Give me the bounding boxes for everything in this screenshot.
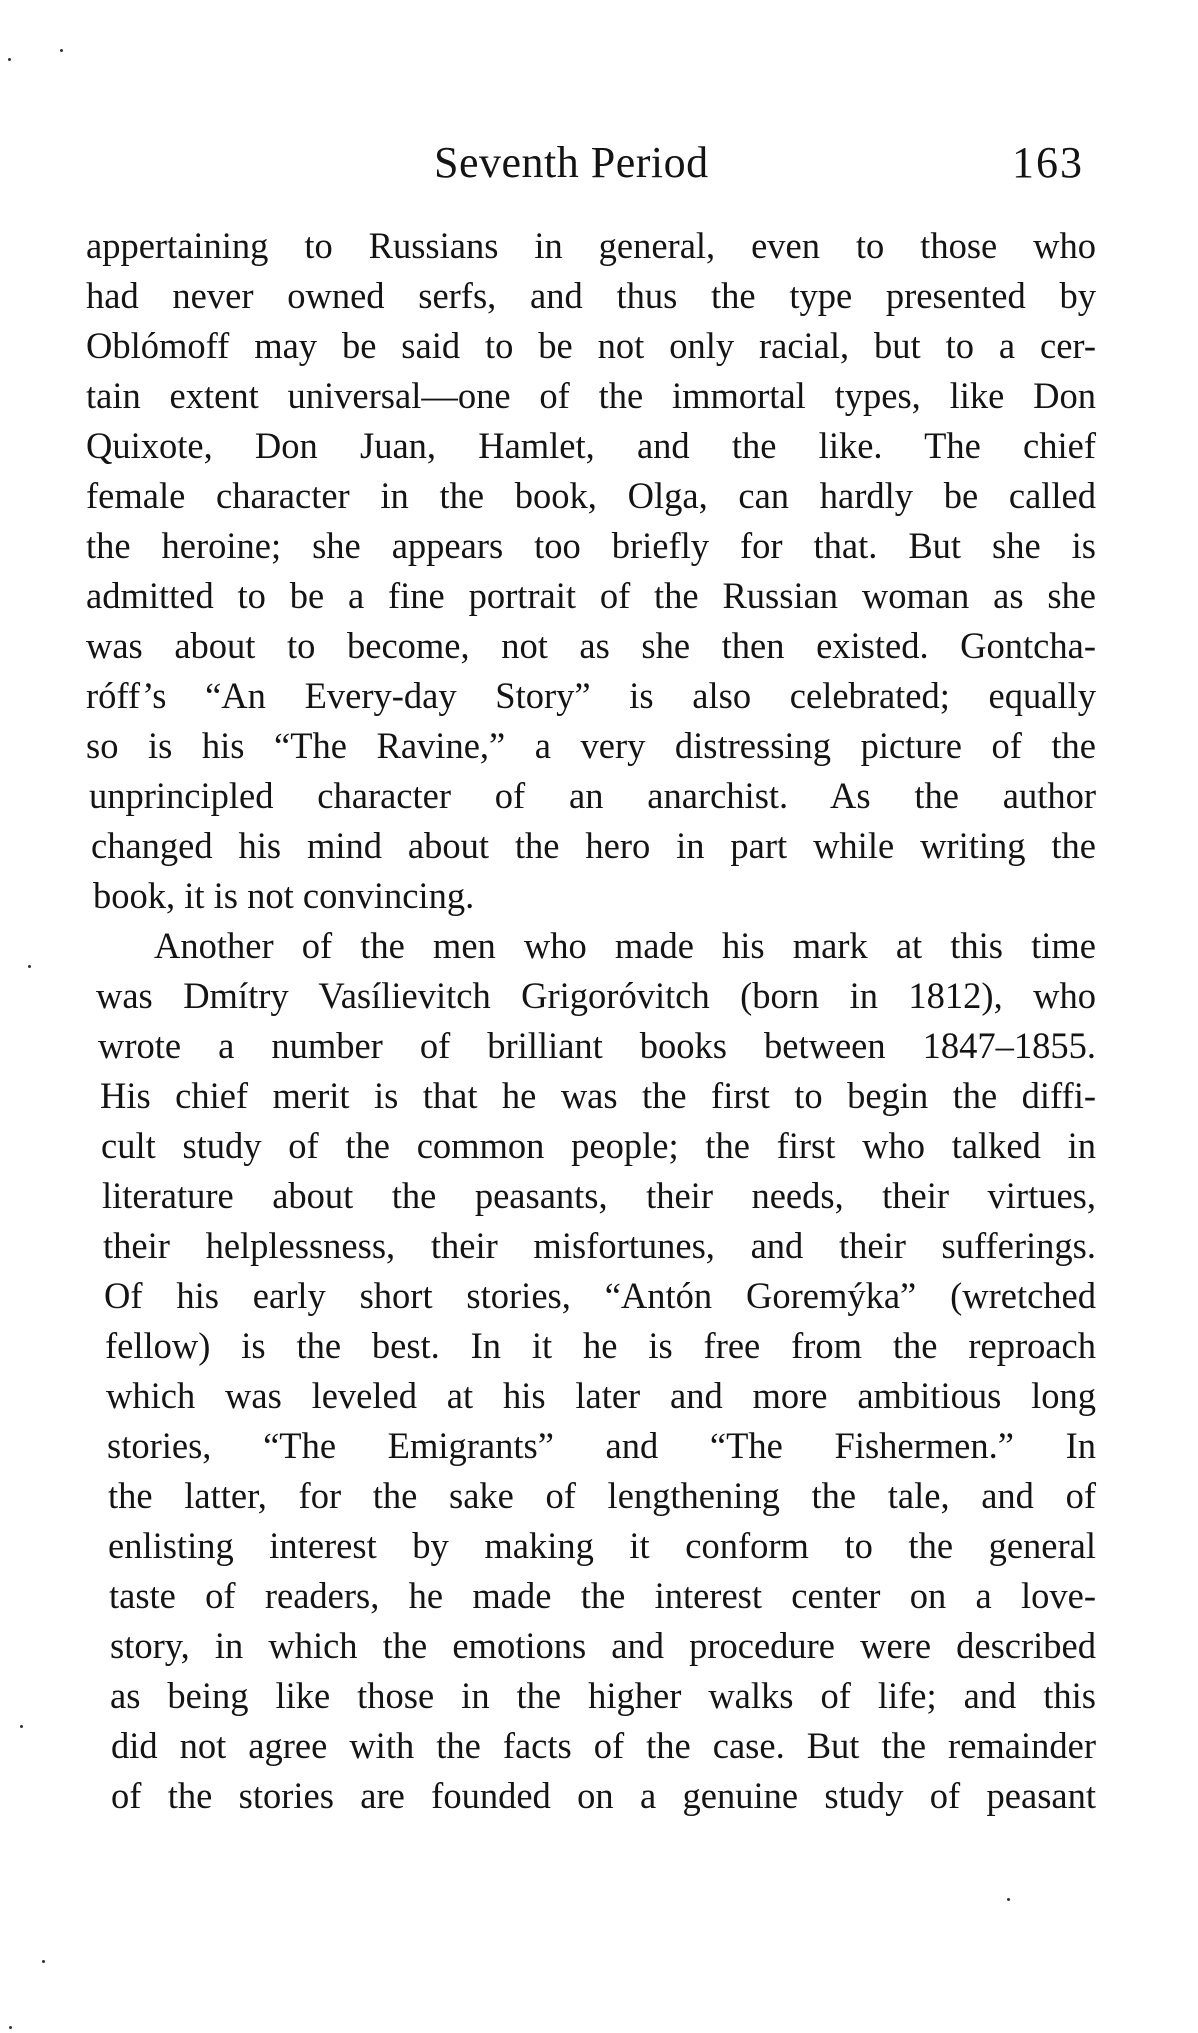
- paper-speck: [20, 1725, 23, 1728]
- text-line: their helplessness, their misfortunes, and their sufferings.: [103, 1225, 1096, 1266]
- text-line: admitted to be a fine portrait of the Russian woman as she: [86, 575, 1096, 616]
- text-line: was Dmítry Vasílievitch Grigoróvitch (born in 1812), who: [96, 975, 1096, 1016]
- text-line: His chief merit is that he was the first to begin the diffi-: [100, 1075, 1096, 1116]
- text-line: which was leveled at his later and more ambitious long: [106, 1375, 1096, 1416]
- text-line: had never owned serfs, and thus the type presented by: [86, 275, 1096, 316]
- running-title: Seventh Period: [434, 138, 709, 187]
- paper-speck: [42, 1960, 45, 1963]
- text-line: unprincipled character of an anarchist. As the author: [89, 775, 1096, 816]
- text-line: book, it is not convincing.: [93, 875, 475, 916]
- paper-speck: [8, 58, 11, 61]
- text-line: Oblómoff may be said to be not only racial, but to a cer-: [86, 325, 1096, 366]
- page-number: 163: [1012, 138, 1084, 187]
- text-line: fellow) is the best. In it he is free from the reproach: [105, 1325, 1096, 1366]
- paper-speck: [1007, 1898, 1010, 1901]
- text-line: story, in which the emotions and procedure were described: [110, 1625, 1096, 1666]
- text-line: stories, “The Emigrants” and “The Fishermen.” In: [107, 1425, 1096, 1466]
- text-line: tain extent universal—one of the immortal types, like Don: [86, 375, 1096, 416]
- text-line: taste of readers, he made the interest center on a love-: [109, 1575, 1096, 1616]
- paper-speck: [60, 49, 63, 52]
- text-line: the heroine; she appears too briefly for that. But she is: [86, 525, 1096, 566]
- paragraph-first-line: Another of the men who made his mark at this time: [154, 925, 1096, 966]
- text-line: changed his mind about the hero in part while writing the: [91, 825, 1096, 866]
- paper-speck: [9, 2026, 12, 2029]
- text-line: Quixote, Don Juan, Hamlet, and the like. The chief: [86, 425, 1096, 466]
- paper-speck: [28, 965, 31, 968]
- running-head: [0, 133, 1198, 193]
- text-line: so is his “The Ravine,” a very distressing picture of the: [86, 725, 1096, 766]
- text-line: róff’s “An Every-day Story” is also celebrated; equally: [86, 675, 1096, 716]
- text-line: wrote a number of brilliant books between 1847–1855.: [98, 1025, 1096, 1066]
- text-line: female character in the book, Olga, can hardly be called: [86, 475, 1096, 516]
- text-line: Of his early short stories, “Antón Goremýka” (wretched: [104, 1275, 1096, 1316]
- text-line: appertaining to Russians in general, even to those who: [86, 225, 1096, 266]
- body-text: [86, 221, 1096, 1821]
- text-line: did not agree with the facts of the case. But the remainder: [111, 1725, 1096, 1766]
- text-line: was about to become, not as she then existed. Gontcha-: [86, 625, 1096, 666]
- text-line: of the stories are founded on a genuine study of peasant: [111, 1775, 1096, 1816]
- text-line: as being like those in the higher walks of life; and this: [110, 1675, 1096, 1716]
- text-line: enlisting interest by making it conform to the general: [108, 1525, 1096, 1566]
- text-line: cult study of the common people; the first who talked in: [101, 1125, 1096, 1166]
- text-line: the latter, for the sake of lengthening the tale, and of: [108, 1475, 1096, 1516]
- text-line: literature about the peasants, their needs, their virtues,: [102, 1175, 1096, 1216]
